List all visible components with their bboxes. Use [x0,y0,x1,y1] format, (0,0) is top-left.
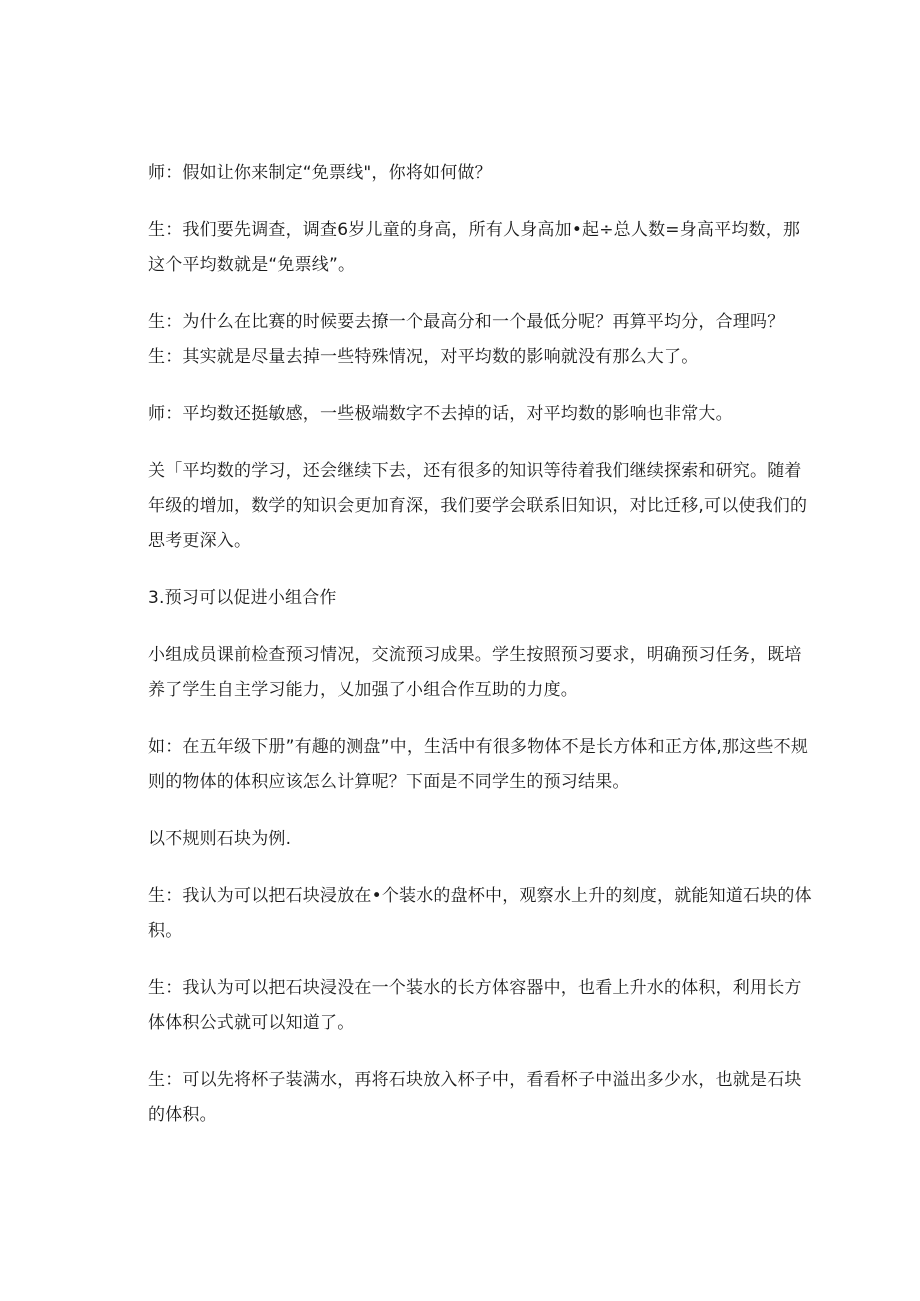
paragraph-student-scoring: 生：为什么在比赛的时候要去撩一个最高分和一个最低分呢？再算平均分，合理吗？生：其实就是尽量去掉一些特殊情况，对平均数的影响就没有那么大了。 [148,312,785,367]
paragraph-example-measure: 如：在五年级下册”有趣的测盘”中，生活中有很多物体不是长方体和正方体,那这些不规则的物体的体积应该怎么计算呢？下面是不同学生的预习结果。 [148,737,809,792]
paragraph-student-cuboid-method: 生：我认为可以把石块浸没在一个装水的长方体容器中，也看上升水的体积，利用长方体体积公式就可以知道了。 [148,978,802,1033]
paragraph-teacher-question: 师：假如让你来制定“免票线"，你将如何做？ [148,163,492,183]
section-heading-group-cooperation: 3.预习可以促进小组合作 [148,588,337,608]
paragraph-teacher-sensitive: 师：平均数还挺敏感，一些极端数字不去掉的话，对平均数的影响也非常大。 [148,404,733,424]
paragraph-student-cup-method: 生：我认为可以把石块浸放在•个装水的盘杯中，观察水上升的刻度，就能知道石块的体积。 [148,886,812,941]
paragraph-group-preview: 小组成员课前检查预习情况，交流预习成果。学生按照预习要求，明确预习任务，既培养了学生自主学习能力，乂加强了小组合作互助的力度。 [148,645,802,700]
paragraph-irregular-stone: 以不规则石块为例. [148,829,292,849]
paragraph-student-survey: 生：我们要先调查，调查6岁儿童的身高，所有人身高加•起÷总人数=身高平均数，那这个平均数就是“免票线”。 [148,220,801,275]
paragraph-average-learning: 关「平均数的学习，还会继续下去，还有很多的知识等待着我们继续探索和研究。随着年级的增加，数学的知识会更加育深，我们要学会联系旧知识，对比迁移,可以使我们的思考更深入。 [148,461,808,551]
document-body [148,156,813,1155]
paragraph-student-overflow-method: 生：可以先将杯子装满水，再将石块放入杯子中，看看杯子中溢出多少水，也就是石块的体积。 [148,1070,802,1125]
